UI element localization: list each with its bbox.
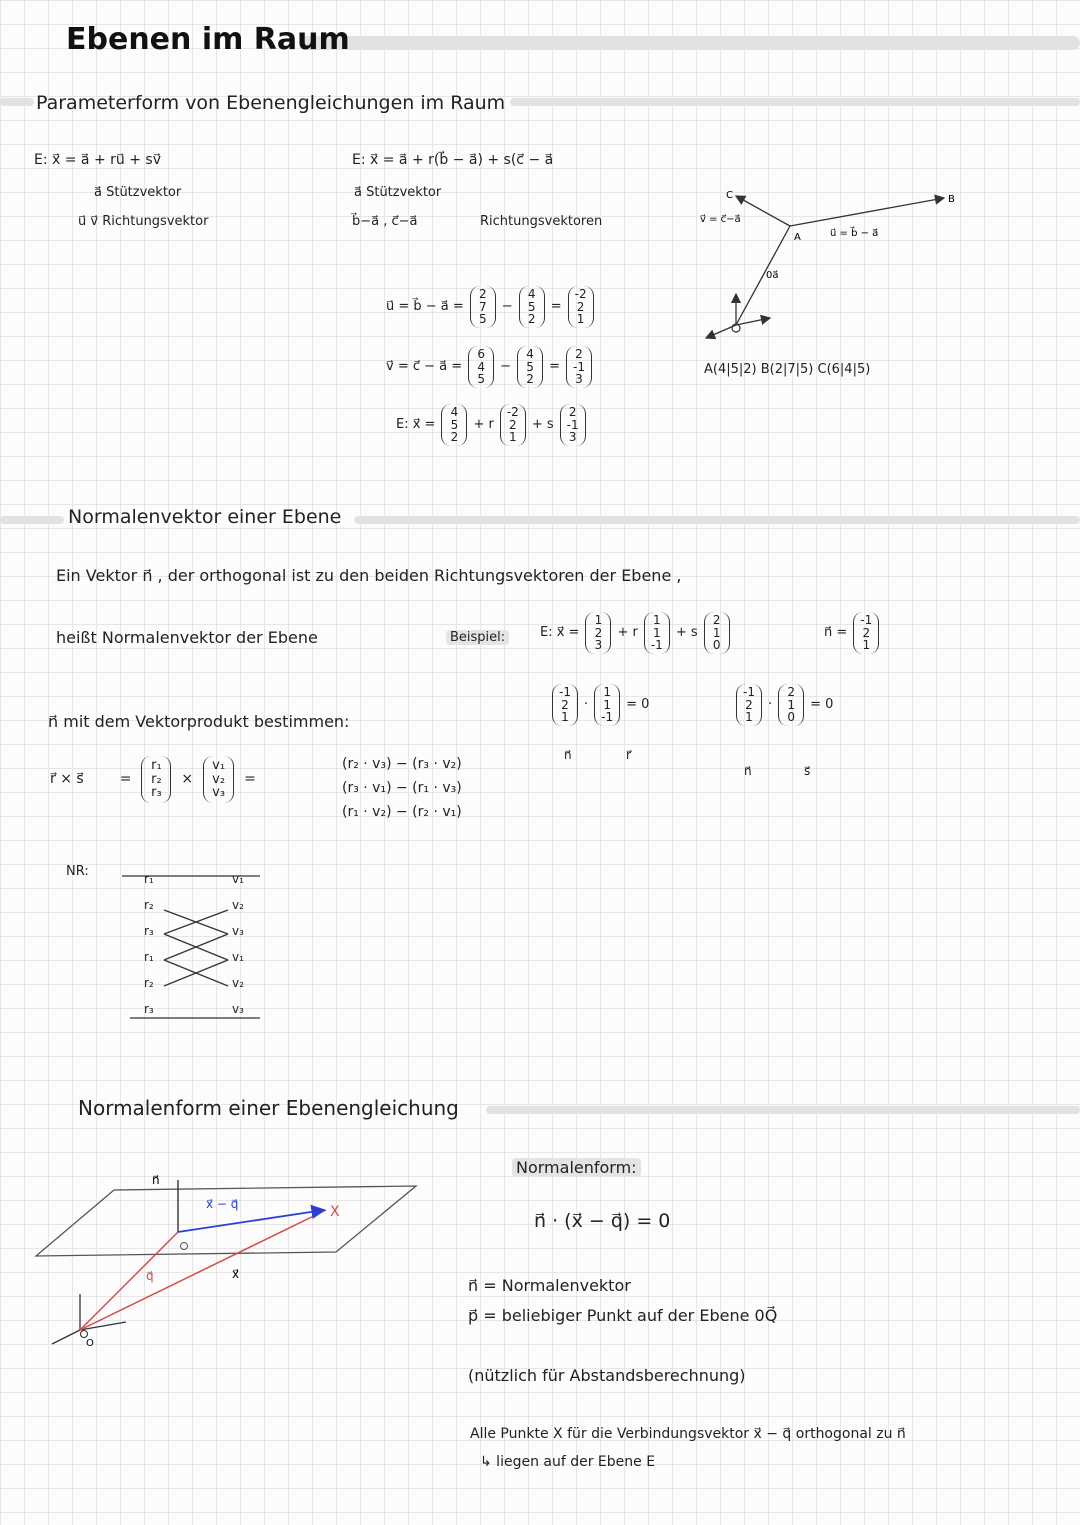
example-plane: E: x⃗ = 1 2 3 + r 1 1 -1 + s 2 1 0 — [540, 612, 730, 654]
sketch-oa-label: 0a⃗ — [766, 270, 779, 281]
abstand-note: (nützlich für Abstandsberechnung) — [468, 1366, 746, 1385]
example-normal: n⃗ = -1 2 1 — [824, 612, 879, 654]
plane-equation: E: x⃗ = 4 5 2 + r -2 2 1 + s 2 -1 3 — [396, 404, 586, 446]
vector-b: 2 7 5 — [470, 286, 496, 328]
nr-right-2: v₂ — [232, 898, 244, 912]
dot2-n-vec: -1 2 1 — [736, 684, 762, 726]
points-label: A(4|5|2) B(2|7|5) C(6|4|5) — [704, 362, 871, 377]
dot2-s-vec: 2 1 0 — [778, 684, 804, 726]
alle-punkte-line1: Alle Punkte X für die Verbindungsvektor x⃗ − q⃗ orthogonal zu n⃗ — [470, 1426, 906, 1442]
vector-c: 6 4 5 — [468, 346, 494, 388]
sketch-a-label: A — [794, 232, 801, 243]
param-eq-general: E: x⃗ = a⃗ + ru⃗ + sv⃗ — [34, 152, 161, 168]
nr-right-6: v₃ — [232, 1002, 244, 1016]
plane-sketch-1 — [690, 182, 970, 352]
y-axis — [736, 318, 770, 325]
sketch-xq-label: x⃗ − q⃗ — [206, 1197, 239, 1211]
q-point — [181, 1243, 188, 1250]
section3-heading: Normalenform einer Ebenengleichung — [78, 1096, 459, 1120]
e-v: 2 -1 3 — [560, 404, 586, 446]
nr-label: NR: — [66, 864, 89, 879]
nr-lines — [120, 866, 270, 1026]
sketch-x-label: x⃗ — [232, 1267, 240, 1281]
s-vector: v₁ v₂ v₃ — [203, 756, 234, 803]
stuetzvektor-label: a⃗ Stützvektor — [94, 185, 182, 200]
r-vector: r₁ r₂ r₃ — [141, 756, 171, 803]
nr-left-5: r₂ — [144, 976, 154, 990]
dirs-expression: b⃗−a⃗ , c⃗−a⃗ — [352, 214, 418, 229]
sketch-v-label: v⃗ = c⃗−a⃗ — [700, 214, 741, 225]
title-band — [300, 36, 1080, 50]
page-title: Ebenen im Raum — [66, 22, 350, 57]
normalform-label: Normalenform: — [512, 1158, 641, 1177]
cross-result-2: (r₃ · v₁) − (r₁ · v₃) — [342, 780, 462, 796]
nr-right-5: v₂ — [232, 976, 244, 990]
dot2-n-label: n⃗ — [744, 764, 752, 778]
ex-s-vec: 2 1 0 — [704, 612, 730, 654]
dot1-r-vec: 1 1 -1 — [594, 684, 620, 726]
oa-vector — [736, 226, 790, 325]
point-x-mark: X — [330, 1204, 340, 1220]
def-punkt: p⃗ = beliebiger Punkt auf der Ebene 0Q⃗ — [468, 1306, 778, 1325]
normalform-equation: n⃗ · (x⃗ − q⃗) = 0 — [534, 1210, 671, 1232]
cross-product: r⃗ × s⃗ = r₁ r₂ r₃ × v₁ v₂ v₃ = — [50, 756, 256, 803]
nr-left-1: r₁ — [144, 872, 154, 886]
dot-product-1: -1 2 1 · 1 1 -1 = 0 — [552, 684, 649, 726]
normal-def-line1: Ein Vektor n⃗ , der orthogonal ist zu den beiden Richtungsvektoren der Ebene , — [56, 566, 682, 585]
ac-vector — [736, 196, 790, 226]
sketch-o-label: O — [86, 1338, 94, 1349]
section2-heading: Normalenvektor einer Ebene — [68, 506, 342, 528]
vector-v-result: 2 -1 3 — [566, 346, 592, 388]
v-lhs: v⃗ = c⃗ − a⃗ = — [386, 359, 463, 375]
section2-band-right — [354, 516, 1080, 524]
dot1-r-label: r⃗ — [626, 748, 631, 762]
cross-result-3: (r₁ · v₂) − (r₂ · v₁) — [342, 804, 462, 820]
beispiel-label: Beispiel: — [446, 630, 509, 645]
sketch-c-label: C — [726, 190, 733, 201]
ex-r-vec: 1 1 -1 — [644, 612, 670, 654]
nr-scheme — [120, 866, 270, 1026]
nr-right-1: v₁ — [232, 872, 244, 886]
ex-stuetz: 1 2 3 — [585, 612, 611, 654]
dot2-s-label: s⃗ — [804, 764, 811, 778]
normal-def-line2: heißt Normalenvektor der Ebene — [56, 628, 318, 647]
nr-left-2: r₂ — [144, 898, 154, 912]
q-vector — [80, 1232, 178, 1330]
vector-u-result: -2 2 1 — [568, 286, 594, 328]
n-vec: -1 2 1 — [853, 612, 879, 654]
nr-left-6: r₃ — [144, 1002, 154, 1016]
sketch-u-label: u⃗ = b⃗ − a⃗ — [830, 228, 879, 239]
axis-x — [52, 1330, 80, 1344]
nr-left-3: r₃ — [144, 924, 154, 938]
section2-band-left — [0, 516, 64, 524]
kreuz-title: n⃗ mit dem Vektorprodukt bestimmen: — [48, 712, 350, 731]
param-eq-points: E: x⃗ = a⃗ + r(b⃗ − a⃗) + s(c⃗ − a⃗ — [352, 152, 554, 168]
origin-dot — [81, 1331, 88, 1338]
nr-left-4: r₁ — [144, 950, 154, 964]
sketch-b-label: B — [948, 194, 955, 205]
x-axis — [706, 325, 736, 338]
u-computation: u⃗ = b⃗ − a⃗ = 2 7 5 − 4 5 2 = -2 2 1 — [386, 286, 594, 328]
dot1-n-vec: -1 2 1 — [552, 684, 578, 726]
dot1-n-label: n⃗ — [564, 748, 572, 762]
normalform-sketch — [30, 1160, 430, 1350]
e-stuetz: 4 5 2 — [441, 404, 467, 446]
richtungsvektoren-label: Richtungsvektoren — [480, 214, 603, 229]
vector-a: 4 5 2 — [519, 286, 545, 328]
u-lhs: u⃗ = b⃗ − a⃗ = — [386, 299, 464, 315]
ab-vector — [790, 198, 944, 226]
vector-a-2: 4 5 2 — [517, 346, 543, 388]
sketch-n-label: n⃗ — [152, 1173, 160, 1187]
stuetzvektor-label-2: a⃗ Stützvektor — [354, 185, 442, 200]
section1-heading: Parameterform von Ebenengleichungen im Raum — [36, 92, 506, 114]
alle-punkte-line2: ↳ liegen auf der Ebene E — [480, 1454, 656, 1470]
cross-lhs: r⃗ × s⃗ — [50, 771, 84, 788]
cross-result — [342, 752, 462, 824]
section1-band-right — [510, 98, 1080, 106]
sketch-q-label: q⃗ — [146, 1269, 154, 1283]
cross-result-1: (r₂ · v₃) − (r₃ · v₂) — [342, 756, 462, 772]
section1-band — [0, 98, 34, 106]
nr-right-4: v₁ — [232, 950, 244, 964]
dot-product-2: -1 2 1 · 2 1 0 = 0 — [736, 684, 833, 726]
richtungsvektor-label: u⃗ v⃗ Richtungsvektor — [78, 214, 209, 229]
def-normalenvektor: n⃗ = Normalenvektor — [468, 1276, 631, 1295]
v-computation: v⃗ = c⃗ − a⃗ = 6 4 5 − 4 5 2 = 2 -1 3 — [386, 346, 592, 388]
section3-band — [486, 1106, 1080, 1114]
nr-right-3: v₃ — [232, 924, 244, 938]
e-u: -2 2 1 — [500, 404, 526, 446]
